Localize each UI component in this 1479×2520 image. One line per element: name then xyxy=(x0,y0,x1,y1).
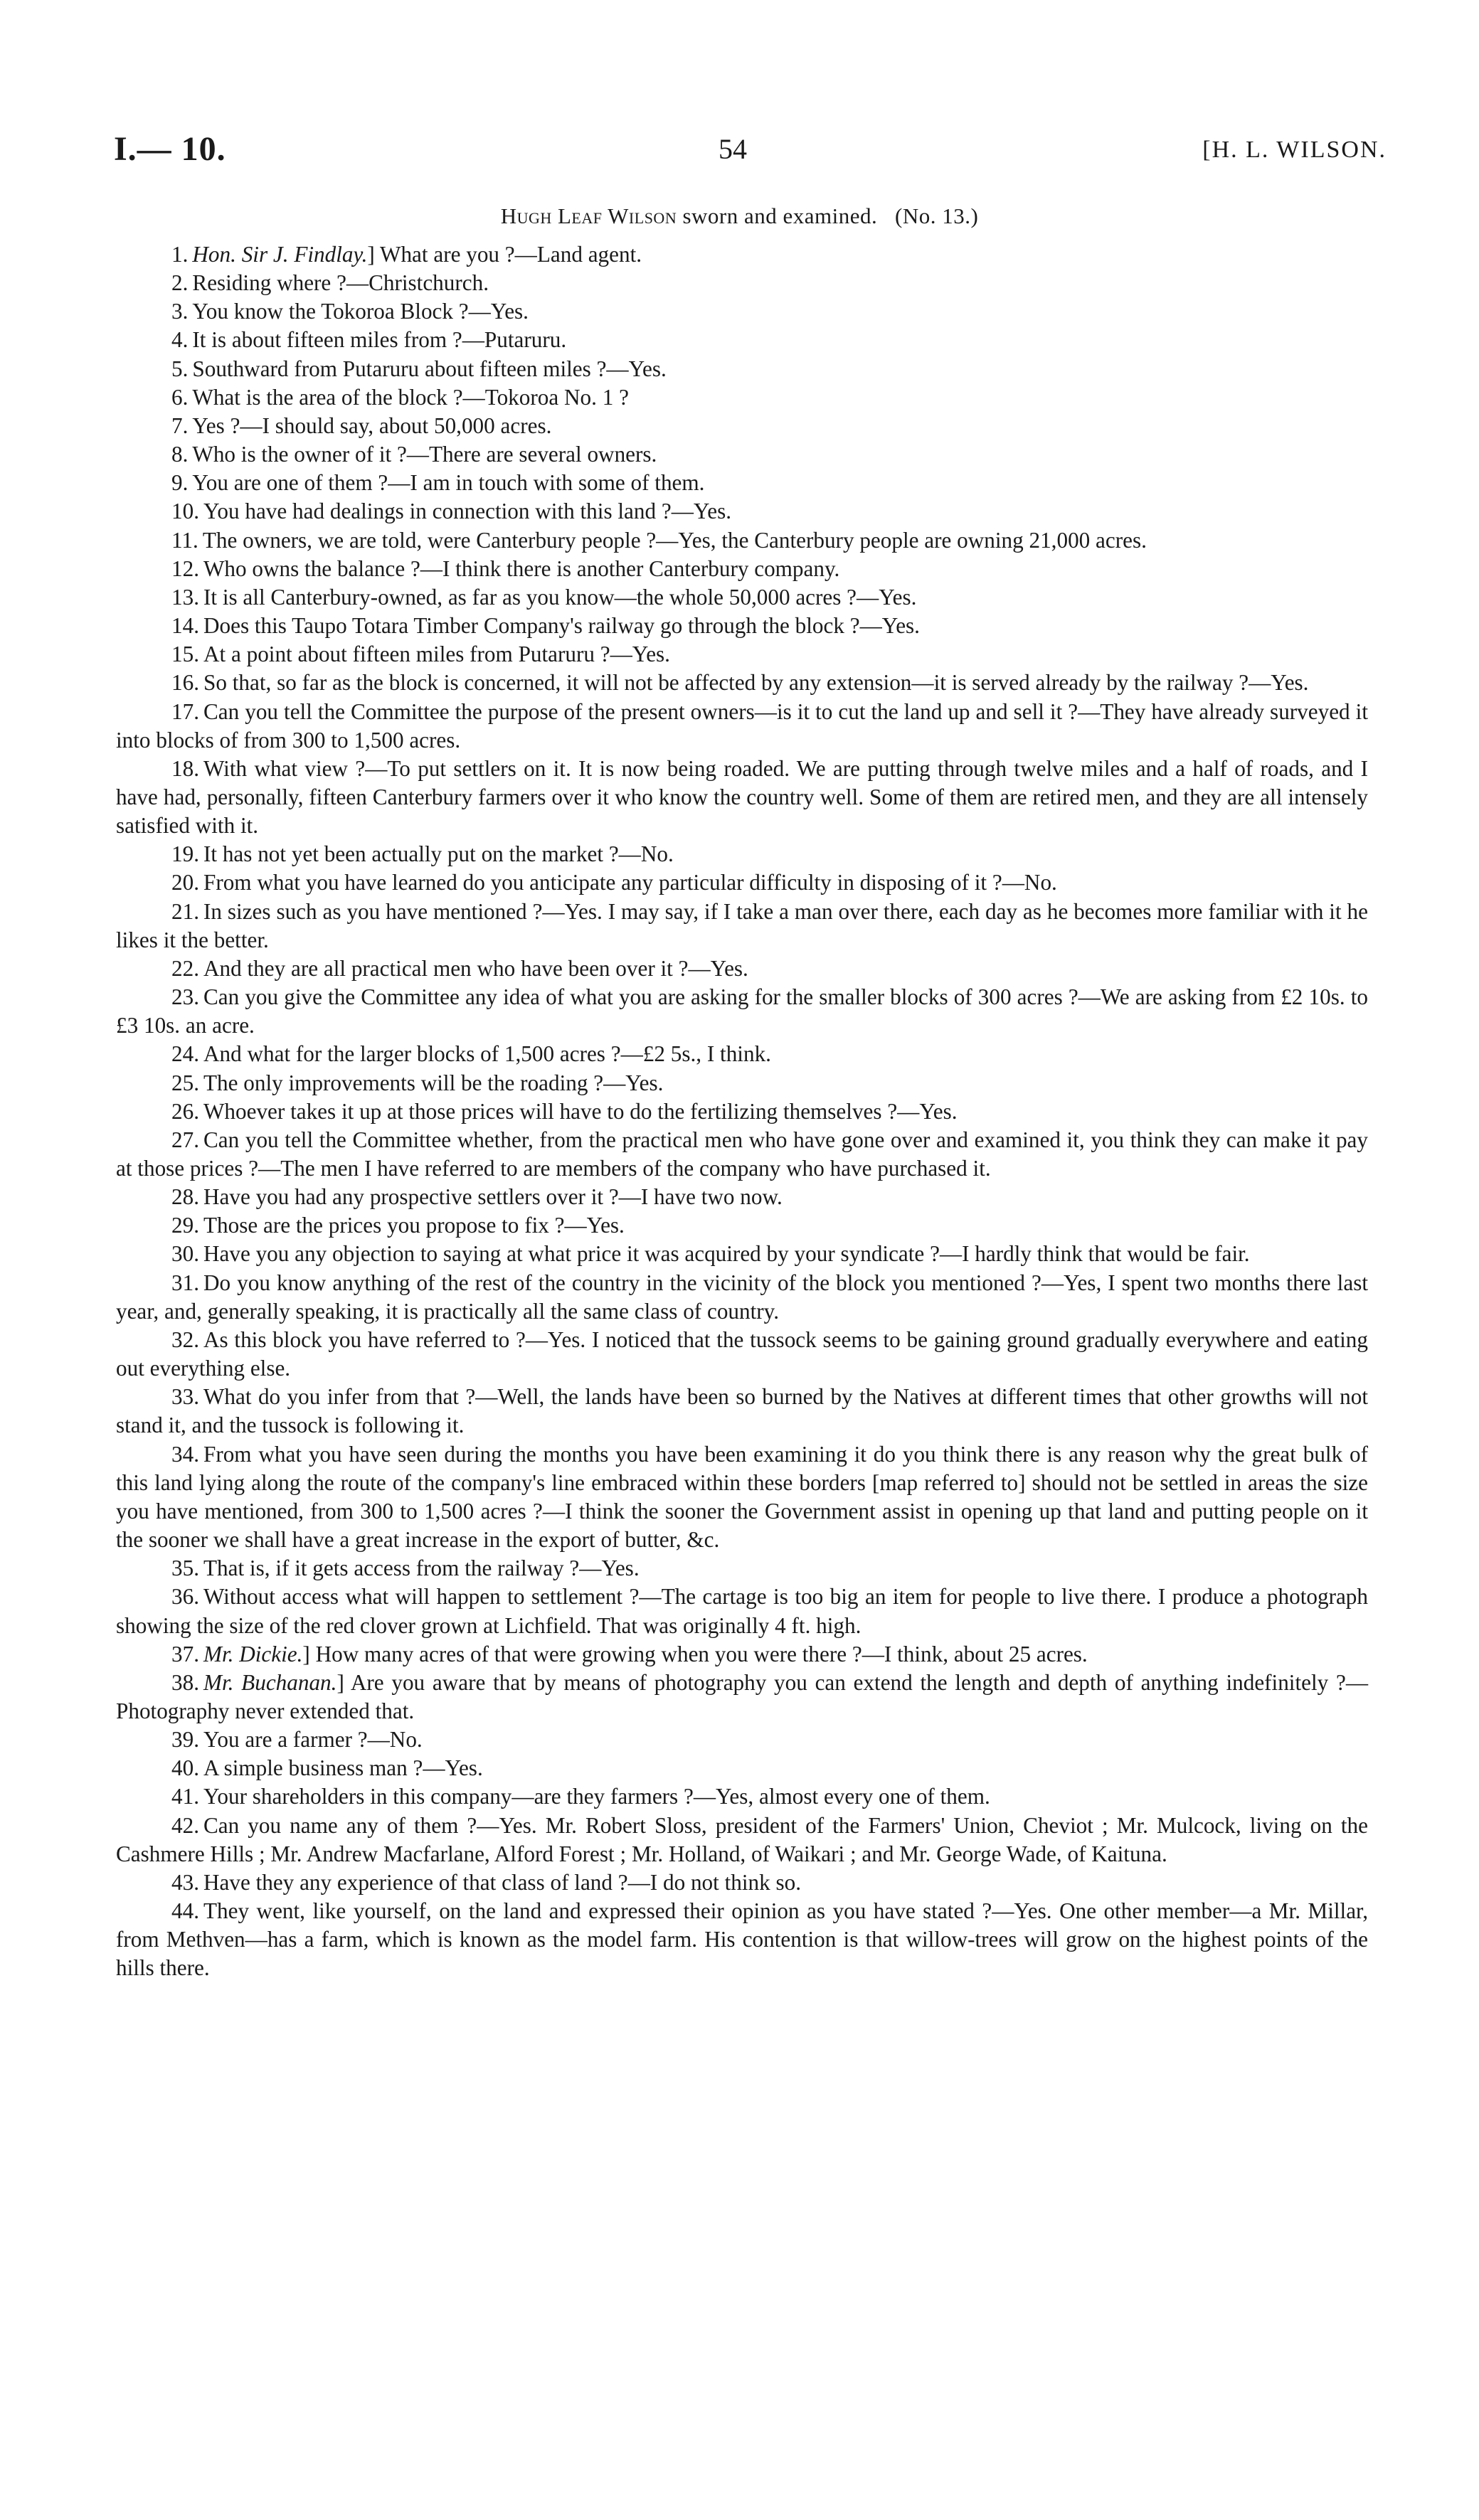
question-number: 5. xyxy=(171,356,189,381)
question-number: 42. xyxy=(171,1812,199,1838)
witness-description: sworn and examined. xyxy=(682,203,878,228)
question-number: 28. xyxy=(171,1184,199,1210)
question-answer-text: Can you tell the Committee whether, from the practical men who have gone over and examined it, you think they can make it pay at those prices ?—The men I have referred to are members of the company who have purchased it. xyxy=(116,1127,1368,1181)
question-paragraph xyxy=(116,1183,1368,1211)
question-number: 40. xyxy=(171,1755,199,1781)
question-answer-text: So that, so far as the block is concerned, it will not be affected by any extension—it is served already by the railway ?—Yes. xyxy=(203,670,1309,696)
question-answer-text: It is about fifteen miles from ?—Putaruru. xyxy=(192,327,567,353)
question-answer-text: What are you ?—Land agent. xyxy=(380,242,642,267)
question-paragraph xyxy=(116,326,1368,354)
question-number: 10. xyxy=(171,499,199,524)
question-answer-text: From what you have learned do you anticipate any particular difficulty in disposing of it ?—No. xyxy=(203,870,1057,895)
question-answer-text: What is the area of the block ?—Tokoroa No. 1 ? xyxy=(192,384,629,410)
question-paragraph xyxy=(116,1554,1368,1583)
question-answer-text: You have had dealings in connection with this land ?—Yes. xyxy=(203,499,732,524)
question-number: 12. xyxy=(171,555,199,581)
page-number: 54 xyxy=(719,133,747,165)
question-answer-text: Yes ?—I should say, about 50,000 acres. xyxy=(192,413,552,438)
question-answer-text: What do you infer from that ?—Well, the lands have been so burned by the Natives at different times that other growths will not stand it, and the tussock is following it. xyxy=(116,1384,1368,1438)
question-number: 4. xyxy=(171,327,189,353)
question-answer-text: Can you tell the Committee the purpose of the present owners—is it to cut the land up and sell it ?—They have already surveyed it into blocks of from 300 to 1,500 acres. xyxy=(116,698,1368,753)
question-number: 15. xyxy=(171,642,199,667)
question-answer-text: The owners, we are told, were Canterbury people ?—Yes, the Canterbury people are owning 21,000 acres. xyxy=(202,527,1147,553)
question-paragraph xyxy=(116,1812,1368,1868)
question-paragraph: 37. Mr. Dickie.] How many acres of that were growing when you were there ?—I think, about 25 acres. xyxy=(171,1641,1088,1666)
question-answer-text: Who is the owner of it ?—There are several owners. xyxy=(192,442,657,467)
question-answer-text: That is, if it gets access from the railway ?—Yes. xyxy=(203,1556,640,1581)
question-paragraph xyxy=(116,868,1368,897)
question-answer-text: You are one of them ?—I am in touch with some of them. xyxy=(192,470,705,496)
witness-running-title: [H. L. WILSON. xyxy=(1202,137,1387,163)
question-number: 30. xyxy=(171,1241,199,1267)
question-number: 20. xyxy=(171,870,199,895)
question-number: 41. xyxy=(171,1784,199,1809)
question-number: 37. xyxy=(171,1641,199,1666)
question-number: 36. xyxy=(171,1584,199,1610)
question-answer-text: How many acres of that were growing when you were there ?—I think, about 25 acres. xyxy=(315,1641,1088,1666)
question-paragraph xyxy=(116,1726,1368,1754)
question-number: 24. xyxy=(171,1041,199,1067)
question-paragraph xyxy=(116,612,1368,640)
witness-name: Hugh Leaf Wilson xyxy=(500,203,677,228)
question-answer-text: Can you give the Committee any idea of what you are asking for the smaller blocks of 300 acres ?—We are asking from £2 10s. to £3 10s. an acre. xyxy=(116,984,1368,1038)
paper-reference: I.— 10. xyxy=(114,130,226,168)
question-number: 2. xyxy=(171,270,189,296)
question-paragraph xyxy=(116,698,1368,755)
question-answer-text: The only improvements will be the roading ?—Yes. xyxy=(203,1070,664,1095)
question-paragraph xyxy=(116,1326,1368,1383)
question-paragraph xyxy=(116,983,1368,1040)
question-answer-text: And what for the larger blocks of 1,500 acres ?—£2 5s., I think. xyxy=(203,1041,771,1067)
question-paragraph xyxy=(116,1440,1368,1555)
question-number: 22. xyxy=(171,955,199,981)
question-number: 38. xyxy=(171,1669,199,1695)
question-paragraph xyxy=(116,269,1368,297)
question-number: 9. xyxy=(171,470,189,496)
question-number: 23. xyxy=(171,984,199,1010)
question-paragraph: 38. Mr. Buchanan.] Are you aware that by means of photography you can extend the length and depth of anything indefinitely ?—Photography never extended that. xyxy=(116,1669,1369,1723)
question-paragraph xyxy=(116,840,1368,868)
question-answer-text: At a point about fifteen miles from Putaruru ?—Yes. xyxy=(203,642,670,667)
question-paragraph xyxy=(116,640,1368,669)
question-paragraph xyxy=(116,955,1368,983)
question-number: 1. xyxy=(171,242,189,267)
question-number: 33. xyxy=(171,1384,199,1410)
question-paragraph xyxy=(116,669,1368,697)
question-number: 32. xyxy=(171,1327,199,1352)
question-number: 19. xyxy=(171,841,199,867)
question-paragraph: 1. Hon. Sir J. Findlay.] What are you ?—Land agent. xyxy=(171,242,642,267)
examination-body xyxy=(116,240,1368,1983)
question-answer-text: Are you aware that by means of photography you can extend the length and depth of anything indefinitely ?—Photography never extended that. xyxy=(116,1669,1369,1723)
question-paragraph xyxy=(116,755,1368,840)
question-number: 16. xyxy=(171,670,199,696)
speaker-name: Mr. Dickie. xyxy=(203,1641,303,1666)
question-answer-text: Have they any experience of that class of land ?—I do not think so. xyxy=(203,1869,802,1895)
question-answer-text: Whoever takes it up at those prices will have to do the fertilizing themselves ?—Yes. xyxy=(203,1098,958,1124)
question-number: 27. xyxy=(171,1127,199,1152)
speaker-name: Hon. Sir J. Findlay. xyxy=(192,242,368,267)
question-answer-text: They went, like yourself, on the land and expressed their opinion as you have stated ?—Yes. One other member—a Mr. Millar, from Methven—has a farm, which is known as the model farm. His contention is that willow-trees will grow on the highest points of the hills there. xyxy=(116,1898,1368,1981)
question-answer-text: With what view ?—To put settlers on it. It is now being roaded. We are putting through twelve miles and a half of roads, and I have had, personally, fifteen Canterbury farmers over it who know the country well. Some of them are retired men, and they are all intensely satisfied with it. xyxy=(116,755,1368,839)
question-paragraph xyxy=(116,355,1368,383)
question-answer-text: Residing where ?—Christchurch. xyxy=(192,270,489,296)
question-paragraph xyxy=(116,469,1368,497)
question-number: 43. xyxy=(171,1869,199,1895)
question-number: 29. xyxy=(171,1213,199,1238)
question-paragraph xyxy=(116,1383,1368,1440)
question-paragraph xyxy=(116,1782,1368,1811)
question-paragraph xyxy=(116,526,1368,555)
question-number: 13. xyxy=(171,584,199,610)
question-paragraph xyxy=(116,297,1368,326)
question-answer-text: You know the Tokoroa Block ?—Yes. xyxy=(192,299,529,324)
question-answer-text: A simple business man ?—Yes. xyxy=(203,1755,483,1781)
question-answer-text: Have you had any prospective settlers over it ?—I have two now. xyxy=(203,1184,783,1210)
question-paragraph xyxy=(116,1269,1368,1326)
question-answer-text: It has not yet been actually put on the market ?—No. xyxy=(203,841,674,867)
question-number: 11. xyxy=(171,527,198,553)
question-number: 21. xyxy=(171,898,199,924)
question-paragraph xyxy=(116,1040,1368,1068)
question-paragraph xyxy=(116,1069,1368,1097)
question-answer-text: Who owns the balance ?—I think there is another Canterbury company. xyxy=(203,555,840,581)
question-number: 44. xyxy=(171,1898,199,1924)
question-paragraph xyxy=(116,583,1368,612)
question-paragraph xyxy=(116,1240,1368,1268)
question-answer-text: In sizes such as you have mentioned ?—Yes. I may say, if I take a man over there, each day as he becomes more familiar with it he likes it the better. xyxy=(116,898,1368,952)
question-paragraph xyxy=(116,497,1368,526)
question-paragraph xyxy=(116,1754,1368,1782)
question-paragraph xyxy=(116,1126,1368,1183)
question-answer-text: Those are the prices you propose to fix ?—Yes. xyxy=(203,1213,625,1238)
question-answer-text: Do you know anything of the rest of the country in the vicinity of the block you mentioned ?—Yes, I spent two months there last year, and, generally speaking, it is practically all the same class of country. xyxy=(116,1270,1368,1324)
question-number: 25. xyxy=(171,1070,199,1095)
question-paragraph xyxy=(116,383,1368,412)
question-answer-text: Southward from Putaruru about fifteen miles ?—Yes. xyxy=(192,356,667,381)
question-answer-text: Without access what will happen to settlement ?—The cartage is too big an item for people to live there. I produce a photograph showing the size of the red clover grown at Lichfield. That was originally 4 ft. high. xyxy=(116,1584,1368,1638)
question-number: 8. xyxy=(171,442,189,467)
question-number: 26. xyxy=(171,1098,199,1124)
question-number: 39. xyxy=(171,1727,199,1753)
question-answer-text: It is all Canterbury-owned, as far as you know—the whole 50,000 acres ?—Yes. xyxy=(203,584,917,610)
question-answer-text: Your shareholders in this company—are they farmers ?—Yes, almost every one of them. xyxy=(203,1784,990,1809)
question-answer-text: Does this Taupo Totara Timber Company's railway go through the block ?—Yes. xyxy=(203,613,920,639)
question-answer-text: Can you name any of them ?—Yes. Mr. Robert Sloss, president of the Farmers' Union, Cheviot ; Mr. Mulcock, living on the Cashmere Hills ; Mr. Andrew Macfarlane, Alford Forest ; Mr. Holland, of Waikari ; and Mr. George Wade, of Kaituna. xyxy=(116,1812,1368,1866)
question-paragraph xyxy=(116,898,1368,955)
question-paragraph xyxy=(116,412,1368,440)
question-number: 34. xyxy=(171,1441,199,1467)
speaker-name: Mr. Buchanan. xyxy=(203,1669,337,1695)
question-paragraph xyxy=(116,1897,1368,1982)
question-paragraph xyxy=(116,1583,1368,1639)
question-answer-text: From what you have seen during the months you have been examining it do you think there is any reason why the great bulk of this land lying along the route of the company's line embraced within these borders [map referred to] should not be settled in areas the size you have mentioned, from 300 to 1,500 acres ?—I think the sooner the Government assist in opening up that land and putting people on it the sooner we shall have a great increase in the export of butter, &c. xyxy=(116,1441,1368,1553)
question-paragraph xyxy=(116,1097,1368,1126)
witness-heading xyxy=(0,203,1479,229)
question-number: 31. xyxy=(171,1270,199,1295)
question-number: 18. xyxy=(171,755,199,781)
running-head xyxy=(114,129,1387,179)
question-number: 3. xyxy=(171,299,189,324)
question-paragraph xyxy=(116,555,1368,583)
witness-number: (No. 13.) xyxy=(895,203,979,228)
question-number: 35. xyxy=(171,1556,199,1581)
question-number: 17. xyxy=(171,698,199,724)
question-paragraph xyxy=(116,440,1368,469)
question-number: 6. xyxy=(171,384,189,410)
question-paragraph xyxy=(116,1868,1368,1897)
question-answer-text: Have you any objection to saying at what price it was acquired by your syndicate ?—I hardly think that would be fair. xyxy=(203,1241,1250,1267)
question-answer-text: You are a farmer ?—No. xyxy=(203,1727,423,1753)
question-answer-text: And they are all practical men who have been over it ?—Yes. xyxy=(203,955,748,981)
question-number: 7. xyxy=(171,413,189,438)
question-paragraph xyxy=(116,1211,1368,1240)
question-answer-text: As this block you have referred to ?—Yes. I noticed that the tussock seems to be gaining ground gradually everywhere and eating out everything else. xyxy=(116,1327,1368,1381)
question-number: 14. xyxy=(171,613,199,639)
